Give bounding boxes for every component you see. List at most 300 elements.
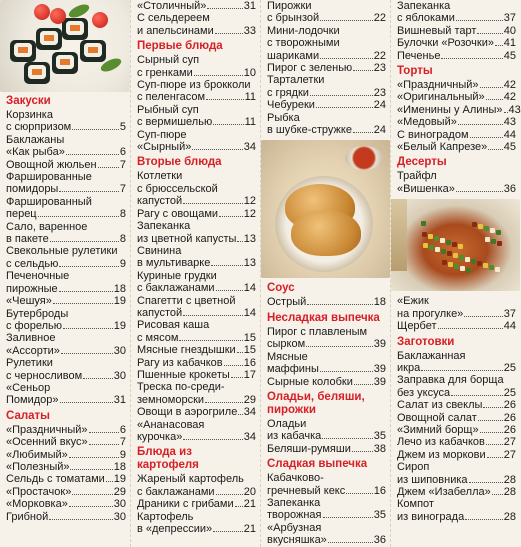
toc-entry[interactable] bbox=[137, 344, 256, 356]
page-number: 27 bbox=[503, 436, 516, 449]
page-number: 26 bbox=[503, 399, 516, 412]
toc-entry[interactable] bbox=[267, 497, 386, 522]
section-heading: Торты bbox=[397, 65, 433, 78]
page-number: 43 bbox=[503, 116, 516, 129]
toc-entry[interactable] bbox=[137, 54, 256, 79]
toc-line bbox=[6, 345, 126, 357]
toc-entry[interactable] bbox=[137, 208, 256, 220]
page-number: 44 bbox=[503, 128, 516, 141]
toc-entry[interactable] bbox=[6, 424, 126, 436]
recipe-title: Запеканка bbox=[267, 496, 321, 509]
recipe-title: из цветной капусты bbox=[137, 232, 237, 245]
toc-line bbox=[6, 382, 126, 394]
toc-line bbox=[267, 124, 386, 136]
toc-entry[interactable] bbox=[137, 12, 256, 37]
toc-entry[interactable] bbox=[137, 104, 256, 129]
toc-line bbox=[6, 308, 126, 320]
page-number: 7 bbox=[119, 158, 126, 171]
dot-leader bbox=[307, 304, 372, 305]
recipe-title: Беляши-румяши bbox=[267, 442, 351, 455]
recipe-title: с творожными bbox=[267, 37, 340, 50]
toc-entry[interactable] bbox=[267, 296, 386, 308]
recipe-title: «Сеньор bbox=[6, 381, 51, 394]
recipe-title: перец bbox=[6, 208, 37, 221]
dot-leader bbox=[106, 481, 113, 482]
recipe-title: Баклажанная bbox=[397, 349, 466, 362]
toc-entry[interactable] bbox=[6, 109, 126, 134]
recipe-title: с баклажанами bbox=[137, 282, 215, 295]
recipe-title: Сырный суп bbox=[137, 54, 200, 67]
page-number: 34 bbox=[243, 431, 256, 443]
toc-entry[interactable] bbox=[6, 449, 126, 461]
toc-line bbox=[137, 307, 256, 319]
toc-line bbox=[6, 233, 126, 245]
toc-entry[interactable] bbox=[267, 25, 386, 62]
toc-entry[interactable] bbox=[6, 308, 126, 333]
page-number: 13 bbox=[243, 232, 256, 245]
toc-line bbox=[267, 363, 386, 375]
recipe-title: С виноградом bbox=[397, 128, 469, 141]
recipe-title: вкусняшка» bbox=[267, 534, 327, 547]
page-number: 40 bbox=[503, 24, 516, 37]
recipe-title: С сельдереем bbox=[137, 12, 210, 25]
toc-line bbox=[6, 221, 126, 233]
page-number: 45 bbox=[503, 49, 516, 62]
dot-leader bbox=[60, 402, 113, 403]
recipe-title: Компот bbox=[397, 498, 434, 511]
page-number: 13 bbox=[243, 257, 256, 270]
recipe-title: «Морковка» bbox=[6, 498, 68, 511]
page-number: 11 bbox=[244, 116, 256, 129]
toc-line bbox=[397, 320, 516, 332]
page-number: 18 bbox=[113, 460, 126, 473]
toc-line bbox=[267, 509, 386, 521]
toc-line bbox=[137, 319, 256, 331]
page-number: 42 bbox=[503, 79, 516, 92]
dot-leader bbox=[352, 451, 373, 452]
toc-line bbox=[6, 295, 126, 307]
toc-entry[interactable] bbox=[267, 0, 386, 25]
toc-line bbox=[397, 79, 516, 91]
toc-entry[interactable] bbox=[6, 134, 126, 159]
toc-entry[interactable] bbox=[6, 245, 126, 270]
page-number: 33 bbox=[243, 24, 256, 37]
page-number: 23 bbox=[373, 86, 386, 99]
toc-entry[interactable] bbox=[397, 350, 516, 375]
recipe-title: Жареный картофель bbox=[137, 473, 244, 486]
recipe-title: Суп-пюре bbox=[137, 128, 187, 141]
toc-entry[interactable] bbox=[137, 270, 256, 295]
page-number: 12 bbox=[243, 195, 256, 208]
toc-line bbox=[137, 0, 256, 12]
toc-entry[interactable] bbox=[6, 357, 126, 382]
toc-line bbox=[137, 104, 256, 116]
dot-leader bbox=[470, 137, 503, 138]
toc-entry[interactable] bbox=[6, 498, 126, 510]
dot-leader bbox=[488, 149, 503, 150]
section-heading: Салаты bbox=[6, 409, 50, 422]
page-number: 30 bbox=[113, 369, 126, 382]
page-number: 25 bbox=[503, 361, 516, 374]
recipe-title: Бутерброды bbox=[6, 307, 69, 320]
page-number: 41 bbox=[503, 37, 516, 50]
toc-entry[interactable] bbox=[397, 170, 516, 195]
toc-entry[interactable] bbox=[137, 0, 256, 12]
toc-line bbox=[137, 220, 256, 232]
recipe-title: «Праздничный» bbox=[6, 423, 88, 436]
dot-leader bbox=[328, 542, 373, 543]
toc-line bbox=[267, 37, 386, 49]
dot-leader bbox=[38, 216, 119, 217]
toc-entry[interactable] bbox=[6, 196, 126, 221]
recipe-title: Рисовая каша bbox=[137, 319, 210, 332]
recipe-title: «Оригинальный» bbox=[397, 91, 485, 104]
page-number: 9 bbox=[119, 448, 126, 461]
recipe-title: Острый bbox=[267, 296, 307, 309]
toc-entry[interactable] bbox=[397, 424, 516, 436]
dot-leader bbox=[89, 432, 119, 433]
toc-entry[interactable] bbox=[6, 221, 126, 246]
toc-entry[interactable] bbox=[6, 332, 126, 357]
recipe-title: Булочки «Розочки» bbox=[397, 37, 494, 50]
toc-entry[interactable] bbox=[397, 129, 516, 141]
toc-entry[interactable] bbox=[267, 351, 386, 376]
toc-line bbox=[397, 474, 516, 486]
toc-line bbox=[397, 399, 516, 411]
page-number: 14 bbox=[243, 306, 256, 319]
page-number: 28 bbox=[503, 510, 516, 523]
page-number: 7 bbox=[119, 436, 126, 449]
toc-line bbox=[397, 308, 516, 320]
toc-line bbox=[137, 344, 256, 356]
dot-leader bbox=[216, 494, 243, 495]
recipe-title: «Белый Капрезе» bbox=[397, 141, 488, 154]
recipe-title: с брюссельской bbox=[137, 182, 218, 195]
toc-entry[interactable] bbox=[397, 79, 516, 91]
recipe-title: Пирожки bbox=[267, 0, 312, 12]
toc-entry[interactable] bbox=[6, 461, 126, 473]
recipe-title: Мини-лодочки bbox=[267, 24, 340, 37]
page-number: 19 bbox=[113, 319, 126, 332]
page-number: 6 bbox=[119, 146, 126, 159]
dot-leader bbox=[483, 407, 502, 408]
toc-line bbox=[397, 449, 516, 461]
recipe-title: из винограда bbox=[397, 510, 465, 523]
page-number: 8 bbox=[119, 233, 126, 246]
recipe-title: с пеленгасом bbox=[137, 91, 206, 104]
dot-leader bbox=[69, 506, 113, 507]
toc-line bbox=[397, 436, 516, 448]
page-number: 43 bbox=[508, 103, 521, 116]
recipe-title: Вишневый тарт bbox=[397, 24, 477, 37]
toc-entry[interactable] bbox=[137, 381, 256, 406]
recipe-title: Печеночные bbox=[6, 270, 70, 283]
toc-line bbox=[137, 498, 256, 510]
toc-entry[interactable] bbox=[137, 369, 256, 381]
recipe-title: Запеканка bbox=[137, 220, 191, 233]
dot-leader bbox=[235, 506, 243, 507]
recipe-title: Суп-пюре из брокколи bbox=[137, 79, 251, 92]
dot-leader bbox=[66, 154, 119, 155]
page-number: 12 bbox=[243, 207, 256, 220]
page-number: 35 bbox=[373, 509, 386, 522]
page-number: 15 bbox=[243, 331, 256, 344]
toc-entry[interactable] bbox=[6, 270, 126, 295]
recipe-title: курочка» bbox=[137, 431, 183, 443]
toc-line bbox=[397, 116, 516, 128]
dot-leader bbox=[306, 346, 373, 347]
page-number: 26 bbox=[503, 423, 516, 436]
toc-entry[interactable] bbox=[137, 473, 256, 498]
toc-entry[interactable] bbox=[267, 62, 386, 74]
toc-line bbox=[397, 362, 516, 374]
toc-entry[interactable] bbox=[137, 220, 256, 245]
recipe-title: «Чешуя» bbox=[6, 295, 52, 308]
recipe-title: Сельдь с томатами bbox=[6, 473, 105, 486]
toc-entry[interactable] bbox=[397, 486, 516, 498]
recipe-title: маффины bbox=[267, 363, 319, 376]
dot-leader bbox=[231, 377, 243, 378]
toc-line bbox=[137, 257, 256, 269]
dot-leader bbox=[63, 328, 113, 329]
recipe-title: «Полезный» bbox=[6, 460, 70, 473]
toc-entry[interactable] bbox=[137, 319, 256, 344]
toc-line bbox=[6, 449, 126, 461]
toc-entry[interactable] bbox=[137, 357, 256, 369]
toc-line bbox=[397, 91, 516, 103]
toc-line bbox=[6, 208, 126, 220]
toc-entry[interactable] bbox=[397, 436, 516, 448]
toc-entry[interactable] bbox=[137, 245, 256, 270]
dot-leader bbox=[237, 241, 242, 242]
toc-entry[interactable] bbox=[397, 0, 516, 25]
recipe-title: гречневый кекс bbox=[267, 484, 346, 497]
toc-entry[interactable] bbox=[397, 37, 516, 49]
toc-entry[interactable] bbox=[397, 449, 516, 461]
toc-entry[interactable] bbox=[267, 418, 386, 443]
recipe-title: «Арбузная bbox=[267, 521, 322, 534]
recipe-title: Пшенные крокеты bbox=[137, 368, 230, 381]
toc-line bbox=[6, 320, 126, 332]
toc-entry[interactable] bbox=[6, 486, 126, 498]
toc-line bbox=[6, 332, 126, 344]
toc-entry[interactable] bbox=[267, 74, 386, 99]
toc-entry[interactable] bbox=[397, 91, 516, 103]
dot-leader bbox=[353, 132, 373, 133]
dot-leader bbox=[59, 266, 119, 267]
toc-column-3 bbox=[260, 0, 390, 547]
page-number: 39 bbox=[373, 375, 386, 388]
toc-line bbox=[137, 245, 256, 257]
toc-entry[interactable] bbox=[397, 498, 516, 523]
toc-entry[interactable] bbox=[137, 129, 256, 154]
toc-entry[interactable] bbox=[267, 443, 386, 455]
toc-entry[interactable] bbox=[137, 406, 256, 418]
section-heading: Блюда из картофеля bbox=[137, 446, 199, 472]
toc-entry[interactable] bbox=[6, 473, 126, 485]
section-heading: Сладкая выпечка bbox=[267, 458, 368, 471]
page-number: 16 bbox=[243, 356, 256, 369]
toc-entry[interactable] bbox=[6, 159, 126, 171]
page-number: 18 bbox=[373, 296, 386, 309]
section-heading: Соус bbox=[267, 282, 295, 295]
toc-line bbox=[397, 350, 516, 362]
dot-leader bbox=[72, 494, 112, 495]
toc-line bbox=[397, 12, 516, 24]
dot-leader bbox=[480, 432, 503, 433]
recipe-title: сырком bbox=[267, 338, 306, 351]
toc-entry[interactable] bbox=[397, 141, 516, 153]
toc-line bbox=[267, 522, 386, 534]
toc-entry[interactable] bbox=[397, 412, 516, 424]
toc-line bbox=[397, 141, 516, 153]
toc-line bbox=[397, 486, 516, 498]
toc-entry[interactable] bbox=[397, 25, 516, 37]
dot-leader bbox=[354, 384, 373, 385]
page-number: 30 bbox=[113, 498, 126, 511]
toc-line bbox=[137, 332, 256, 344]
toc-entry[interactable] bbox=[397, 461, 516, 486]
toc-entry[interactable] bbox=[137, 511, 256, 536]
toc-line bbox=[6, 461, 126, 473]
dot-leader bbox=[487, 457, 503, 458]
toc-entry[interactable] bbox=[267, 376, 386, 388]
dot-leader bbox=[213, 531, 243, 532]
recipe-title: Картофель bbox=[137, 510, 194, 523]
page-number: 27 bbox=[503, 448, 516, 461]
page-number: 7 bbox=[119, 183, 126, 196]
dot-leader bbox=[504, 112, 508, 113]
toc-line bbox=[137, 406, 256, 418]
toc-column-4 bbox=[390, 0, 520, 547]
toc-entry[interactable] bbox=[6, 511, 126, 523]
recipe-title: с сюрпризом bbox=[6, 121, 72, 134]
toc-entry[interactable] bbox=[137, 170, 256, 207]
page-number: 20 bbox=[243, 485, 256, 498]
toc-entry[interactable] bbox=[267, 112, 386, 137]
page-number: 36 bbox=[373, 534, 386, 547]
toc-line bbox=[267, 12, 386, 24]
recipe-title: Куриные грудки bbox=[137, 269, 217, 282]
toc-line bbox=[137, 369, 256, 381]
toc-entry[interactable] bbox=[137, 419, 256, 444]
recipe-title: творожная bbox=[267, 509, 322, 522]
toc-entry[interactable] bbox=[397, 103, 521, 116]
toc-line bbox=[137, 473, 256, 485]
toc-line bbox=[6, 436, 126, 448]
recipe-title: Овощной жюльен bbox=[6, 158, 97, 171]
toc-entry[interactable] bbox=[397, 295, 516, 320]
recipe-title: Фаршированные bbox=[6, 171, 92, 184]
recipe-title: «Зимний борщ» bbox=[397, 423, 479, 436]
toc-entry[interactable] bbox=[397, 50, 516, 62]
recipe-title: Рагу из кабачков bbox=[137, 356, 223, 369]
dot-leader bbox=[353, 70, 373, 71]
dot-leader bbox=[458, 124, 503, 125]
recipe-title: земноморски bbox=[137, 393, 205, 406]
page-number: 28 bbox=[503, 473, 516, 486]
toc-line bbox=[267, 485, 386, 497]
toc-entry[interactable] bbox=[397, 116, 516, 128]
dot-leader bbox=[207, 8, 242, 9]
page-number: 21 bbox=[243, 523, 256, 536]
toc-entry[interactable] bbox=[137, 498, 256, 510]
toc-entry[interactable] bbox=[397, 374, 516, 399]
toc-entry[interactable] bbox=[6, 171, 126, 196]
dot-leader bbox=[224, 365, 243, 366]
page-number: 22 bbox=[373, 12, 386, 25]
toc-entry[interactable] bbox=[6, 382, 126, 407]
page-number: 8 bbox=[119, 208, 126, 221]
dot-leader bbox=[49, 519, 113, 520]
recipe-title: Заливное bbox=[6, 332, 56, 345]
recipe-title: «Ананасовая bbox=[137, 418, 205, 431]
toc-entry[interactable] bbox=[137, 79, 256, 104]
section-heading: Несладкая выпечка bbox=[267, 311, 380, 324]
dot-leader bbox=[465, 519, 503, 520]
recipe-title: с мясом bbox=[137, 331, 179, 344]
dot-leader bbox=[59, 191, 119, 192]
toc-line bbox=[6, 134, 126, 146]
toc-line bbox=[397, 37, 516, 49]
page-number: 10 bbox=[243, 66, 256, 79]
toc-line bbox=[267, 326, 386, 338]
toc-entry[interactable] bbox=[267, 472, 386, 497]
recipe-title: Печенье bbox=[397, 49, 441, 62]
toc-line bbox=[267, 472, 386, 484]
recipe-title: «Медовый» bbox=[397, 116, 457, 129]
toc-entry[interactable] bbox=[137, 295, 256, 320]
toc-line bbox=[397, 424, 516, 436]
toc-line bbox=[6, 473, 126, 485]
page-number: 22 bbox=[373, 49, 386, 62]
toc-entry[interactable] bbox=[267, 99, 386, 111]
toc-entry[interactable] bbox=[397, 320, 516, 332]
toc-column-1 bbox=[0, 0, 130, 547]
toc-line bbox=[137, 25, 256, 37]
dot-leader bbox=[70, 469, 112, 470]
toc-line bbox=[137, 116, 256, 128]
toc-line bbox=[137, 54, 256, 66]
section-heading: Первые блюда bbox=[137, 40, 223, 53]
toc-line bbox=[267, 497, 386, 509]
toc-line bbox=[6, 486, 126, 498]
toc-entry[interactable] bbox=[267, 522, 386, 547]
dot-leader bbox=[192, 149, 242, 150]
recipe-title: в пакете bbox=[6, 233, 49, 246]
toc-entry[interactable] bbox=[6, 436, 126, 448]
toc-entry[interactable] bbox=[6, 295, 126, 307]
recipe-title: икра bbox=[397, 361, 421, 374]
page-number: 37 bbox=[503, 12, 516, 25]
page-number: 34 bbox=[243, 141, 256, 154]
toc-entry[interactable] bbox=[267, 326, 386, 351]
page-number: 26 bbox=[503, 411, 516, 424]
dot-leader bbox=[320, 58, 373, 59]
page-number: 21 bbox=[243, 498, 256, 511]
recipe-title: Овощи в аэрогриле bbox=[137, 406, 238, 419]
toc-entry[interactable] bbox=[397, 399, 516, 411]
toc-line bbox=[397, 295, 516, 307]
recipe-title: Кабачково- bbox=[267, 472, 324, 485]
recipe-title: шариками bbox=[267, 49, 320, 62]
toc-line bbox=[267, 418, 386, 430]
toc-line bbox=[137, 381, 256, 393]
toc-line bbox=[137, 511, 256, 523]
dot-leader bbox=[421, 370, 503, 371]
recipe-title: «Сырный» bbox=[137, 141, 192, 154]
dot-leader bbox=[322, 438, 373, 439]
